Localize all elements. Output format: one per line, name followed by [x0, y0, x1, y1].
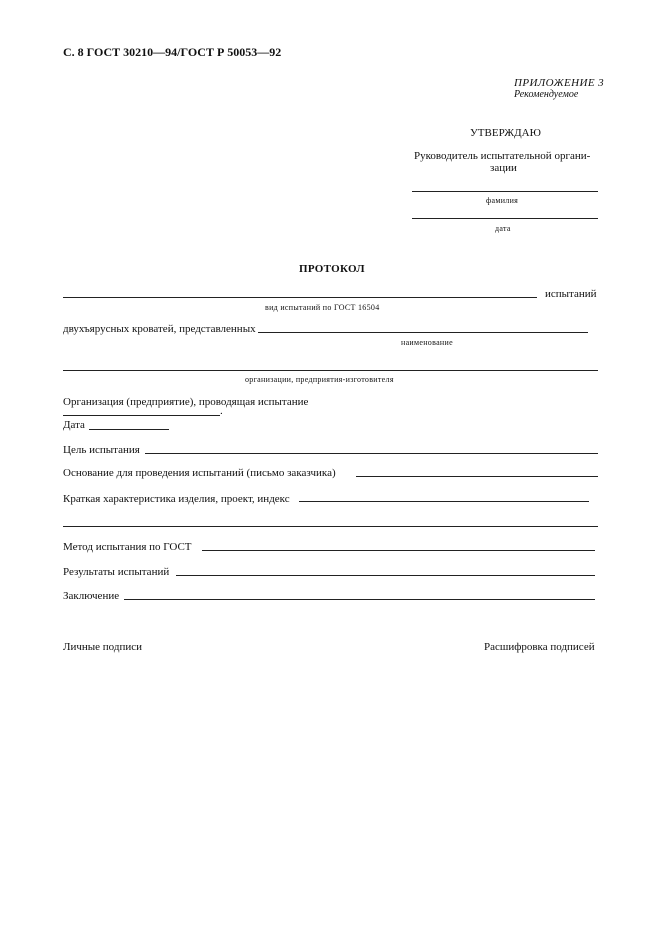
- protocol-title: ПРОТОКОЛ: [299, 263, 365, 275]
- basis-field[interactable]: [356, 476, 598, 477]
- org-end-dot: .: [220, 405, 223, 417]
- characteristic-label: Краткая характеристика изделия, проект, индекс: [63, 493, 290, 505]
- tests-word: испытаний: [545, 288, 597, 300]
- appendix-label: ПРИЛОЖЕНИЕ 3: [514, 77, 605, 89]
- recommended-label: Рекомендуемое: [514, 89, 579, 100]
- org-field[interactable]: [63, 415, 220, 416]
- results-field[interactable]: [176, 575, 595, 576]
- test-type-caption: вид испытаний по ГОСТ 16504: [265, 303, 380, 312]
- surname-caption: фамилия: [486, 196, 519, 205]
- purpose-field[interactable]: [145, 453, 598, 454]
- manufacturer-caption: организации, предприятия-изготовителя: [245, 375, 394, 384]
- surname-field[interactable]: [412, 191, 598, 192]
- characteristic-field[interactable]: [299, 501, 589, 502]
- head-of-org-line1: Руководитель испытательной органи-: [414, 150, 591, 162]
- test-type-field[interactable]: [63, 297, 537, 298]
- conclusion-field[interactable]: [124, 599, 595, 600]
- conclusion-label: Заключение: [63, 590, 120, 602]
- page-reference: С. 8 ГОСТ 30210—94/ГОСТ Р 50053—92: [63, 45, 282, 59]
- signature-decoding-label: Расшифровка подписей: [484, 641, 595, 653]
- name-caption: наименование: [401, 338, 453, 347]
- date-label: Дата: [63, 419, 85, 431]
- characteristic-field-continued[interactable]: [63, 526, 598, 527]
- date-field[interactable]: [89, 429, 169, 430]
- results-label: Результаты испытаний: [63, 566, 170, 578]
- method-label: Метод испытания по ГОСТ: [63, 541, 192, 553]
- manufacturer-field[interactable]: [63, 370, 598, 371]
- beds-label: двухъярусных кроватей, представленных: [63, 323, 256, 335]
- approval-date-field[interactable]: [412, 218, 598, 219]
- head-of-org-line2: зации: [490, 162, 517, 174]
- basis-label: Основание для проведения испытаний (письмо заказчика): [63, 467, 336, 479]
- purpose-label: Цель испытания: [63, 444, 140, 456]
- personal-signatures-label: Личные подписи: [63, 641, 142, 653]
- beds-name-field[interactable]: [258, 332, 588, 333]
- approval-date-caption: дата: [495, 224, 511, 233]
- org-label: Организация (предприятие), проводящая испытание: [63, 396, 309, 408]
- approve-label: УТВЕРЖДАЮ: [470, 127, 541, 139]
- method-field[interactable]: [202, 550, 595, 551]
